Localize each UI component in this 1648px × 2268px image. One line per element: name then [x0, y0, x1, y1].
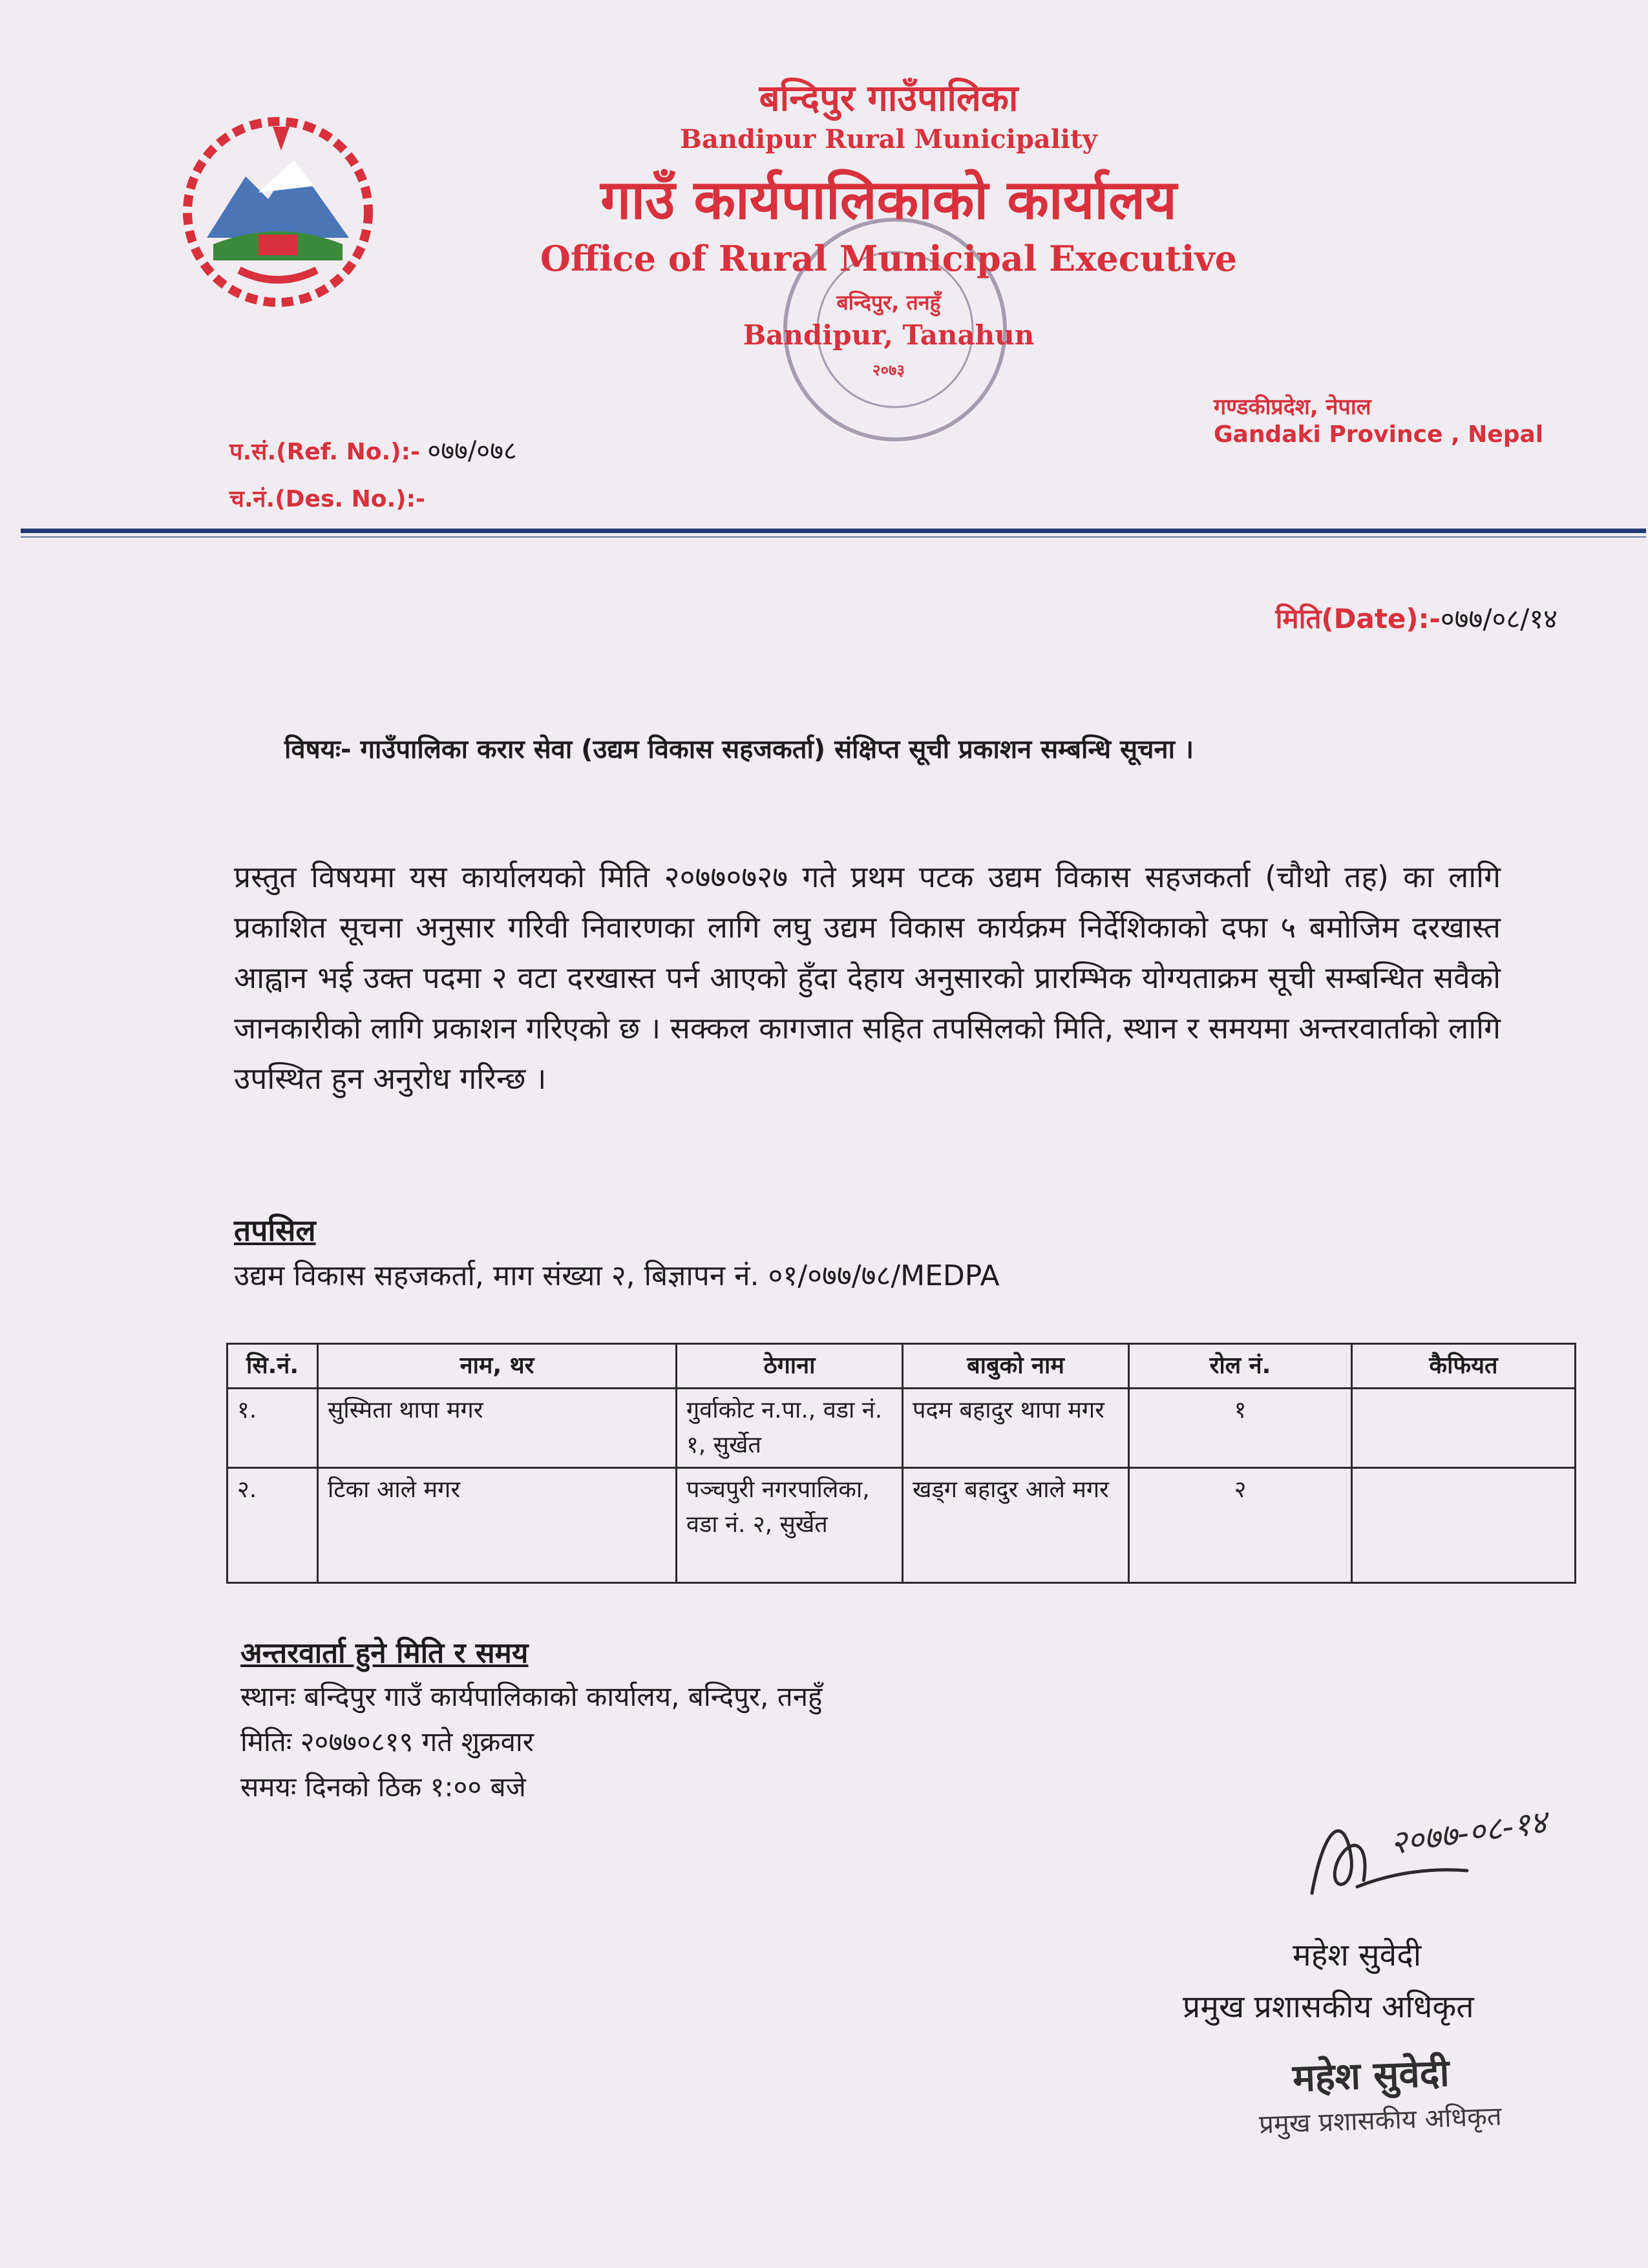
- cell-sn: १.: [227, 1389, 318, 1468]
- interview-place: स्थानः बन्दिपुर गाउँ कार्यपालिकाको कार्यालय, बन्दिपुर, तनहुँ: [240, 1681, 823, 1712]
- cell-name: टिका आले मगर: [318, 1468, 677, 1583]
- name-stamp: महेश सुवेदी: [1291, 2050, 1450, 2101]
- header-sn: सि.नं.: [227, 1344, 318, 1389]
- cell-father: पदम बहादुर थापा मगर: [903, 1389, 1129, 1468]
- org-name-en: Bandipur Rural Municipality: [680, 124, 1097, 154]
- established-year: २०७३: [872, 361, 905, 379]
- cell-address: गुर्वाकोट न.पा., वडा नं. १, सुर्खेत: [677, 1389, 903, 1468]
- header-name: नाम, थर: [318, 1344, 677, 1389]
- cell-remarks: [1352, 1468, 1576, 1583]
- table-header-row: [227, 1344, 1576, 1389]
- schedule-subtitle: उद्यम विकास सहजकर्ता, माग संख्या २, बिज्ञापन नं. ०१/०७७/७८/MEDPA: [234, 1259, 1000, 1292]
- letterhead-rule-thin: [21, 536, 1646, 538]
- cell-name: सुस्मिता थापा मगर: [318, 1389, 677, 1468]
- header-father: बाबुको नाम: [903, 1344, 1129, 1389]
- interview-time: समयः दिनको ठिक १:०० बजे: [240, 1771, 526, 1803]
- cell-address: पञ्चपुरी नगरपालिका, वडा नं. २, सुर्खेत: [677, 1468, 903, 1583]
- despatch-number: [229, 482, 425, 514]
- header-address: ठेगाना: [677, 1344, 903, 1389]
- province-np: गण्डकीप्रदेश, नेपाल: [1214, 394, 1371, 420]
- table-row: [227, 1468, 1576, 1583]
- date-label: मिति(Date):-: [1275, 603, 1441, 635]
- interview-date: मितिः २०७७०८१९ गते शुक्रवार: [240, 1726, 534, 1758]
- table-row: [227, 1389, 1576, 1468]
- signer-title: प्रमुख प्रशासकीय अधिकृत: [1183, 1989, 1474, 2025]
- ref-value: ०७७/०७८: [427, 436, 517, 466]
- cell-roll: १: [1129, 1389, 1352, 1468]
- cell-remarks: [1352, 1389, 1576, 1468]
- letter-body: प्रस्तुत विषयमा यस कार्यालयको मिति २०७७०७२७ गते प्रथम पटक उद्यम विकास सहजकर्ता (चौथो तह) का लागि प्रकाशित सूचना अनुसार गरिवी निवारणका लागि लघु उद्यम विकास कार्यक्रम निर्देशिकाको दफा ५ बमोजिम दरखास्त आह्वान भई उक्त पदमा २ वटा दरखास्त पर्न आएको हुँदा देहाय अनुसारको प्रारम्भिक योग्यताक्रम सूची सम्बन्धित सवैको जानकारीको लागि प्रकाशन गरिएको छ । सक्कल कागजात सहित तपसिलको मिति, स्थान र समयमा अन्तरवार्ताको लागि उपस्थित हुन अनुरोध गरिन्छ ।: [234, 859, 1501, 1096]
- header-remarks: कैफियत: [1352, 1344, 1576, 1389]
- letter-subject: विषयः- गाउँपालिका करार सेवा (उद्यम विकास सहजकर्ता) संक्षिप्त सूची प्रकाशन सम्बन्धि सूचना ।: [284, 735, 1194, 764]
- location-en: Bandipur, Tanahun: [743, 319, 1035, 351]
- ref-label: प.सं.(Ref. No.):-: [229, 439, 420, 465]
- interview-title: अन्तरवार्ता हुने मिति र समय: [240, 1637, 529, 1670]
- header-roll: रोल नं.: [1129, 1344, 1352, 1389]
- signature-date: २०७७-०८-१४: [1388, 1803, 1550, 1862]
- schedule-title: तपसिल: [234, 1213, 316, 1248]
- letter-date: [1276, 600, 1558, 636]
- des-label: च.नं.(Des. No.):-: [229, 486, 425, 512]
- title-stamp: प्रमुख प्रशासकीय अधिकृत: [1258, 2101, 1503, 2140]
- cell-father: खड्ग बहादुर आले मगर: [903, 1468, 1129, 1583]
- org-name-np: बन्दिपुर गाउँपालिका: [759, 78, 1019, 120]
- signer-name: महेश सुवेदी: [1293, 1937, 1422, 1973]
- office-name-np: गाउँ कार्यपालिकाको कार्यालय: [600, 168, 1177, 231]
- province-en: Gandaki Province , Nepal: [1214, 421, 1544, 448]
- shortlist-table: [226, 1343, 1576, 1584]
- reference-number: [229, 432, 517, 467]
- location-np: बन्दिपुर, तनहुँ: [836, 290, 941, 315]
- date-value: ०७७/०८/१४: [1440, 603, 1558, 635]
- cell-sn: २.: [227, 1468, 318, 1583]
- office-name-en: Office of Rural Municipal Executive: [540, 238, 1238, 279]
- nepal-government-emblem-icon: [162, 115, 394, 309]
- cell-roll: २: [1129, 1468, 1352, 1583]
- letterhead-rule: [21, 529, 1646, 533]
